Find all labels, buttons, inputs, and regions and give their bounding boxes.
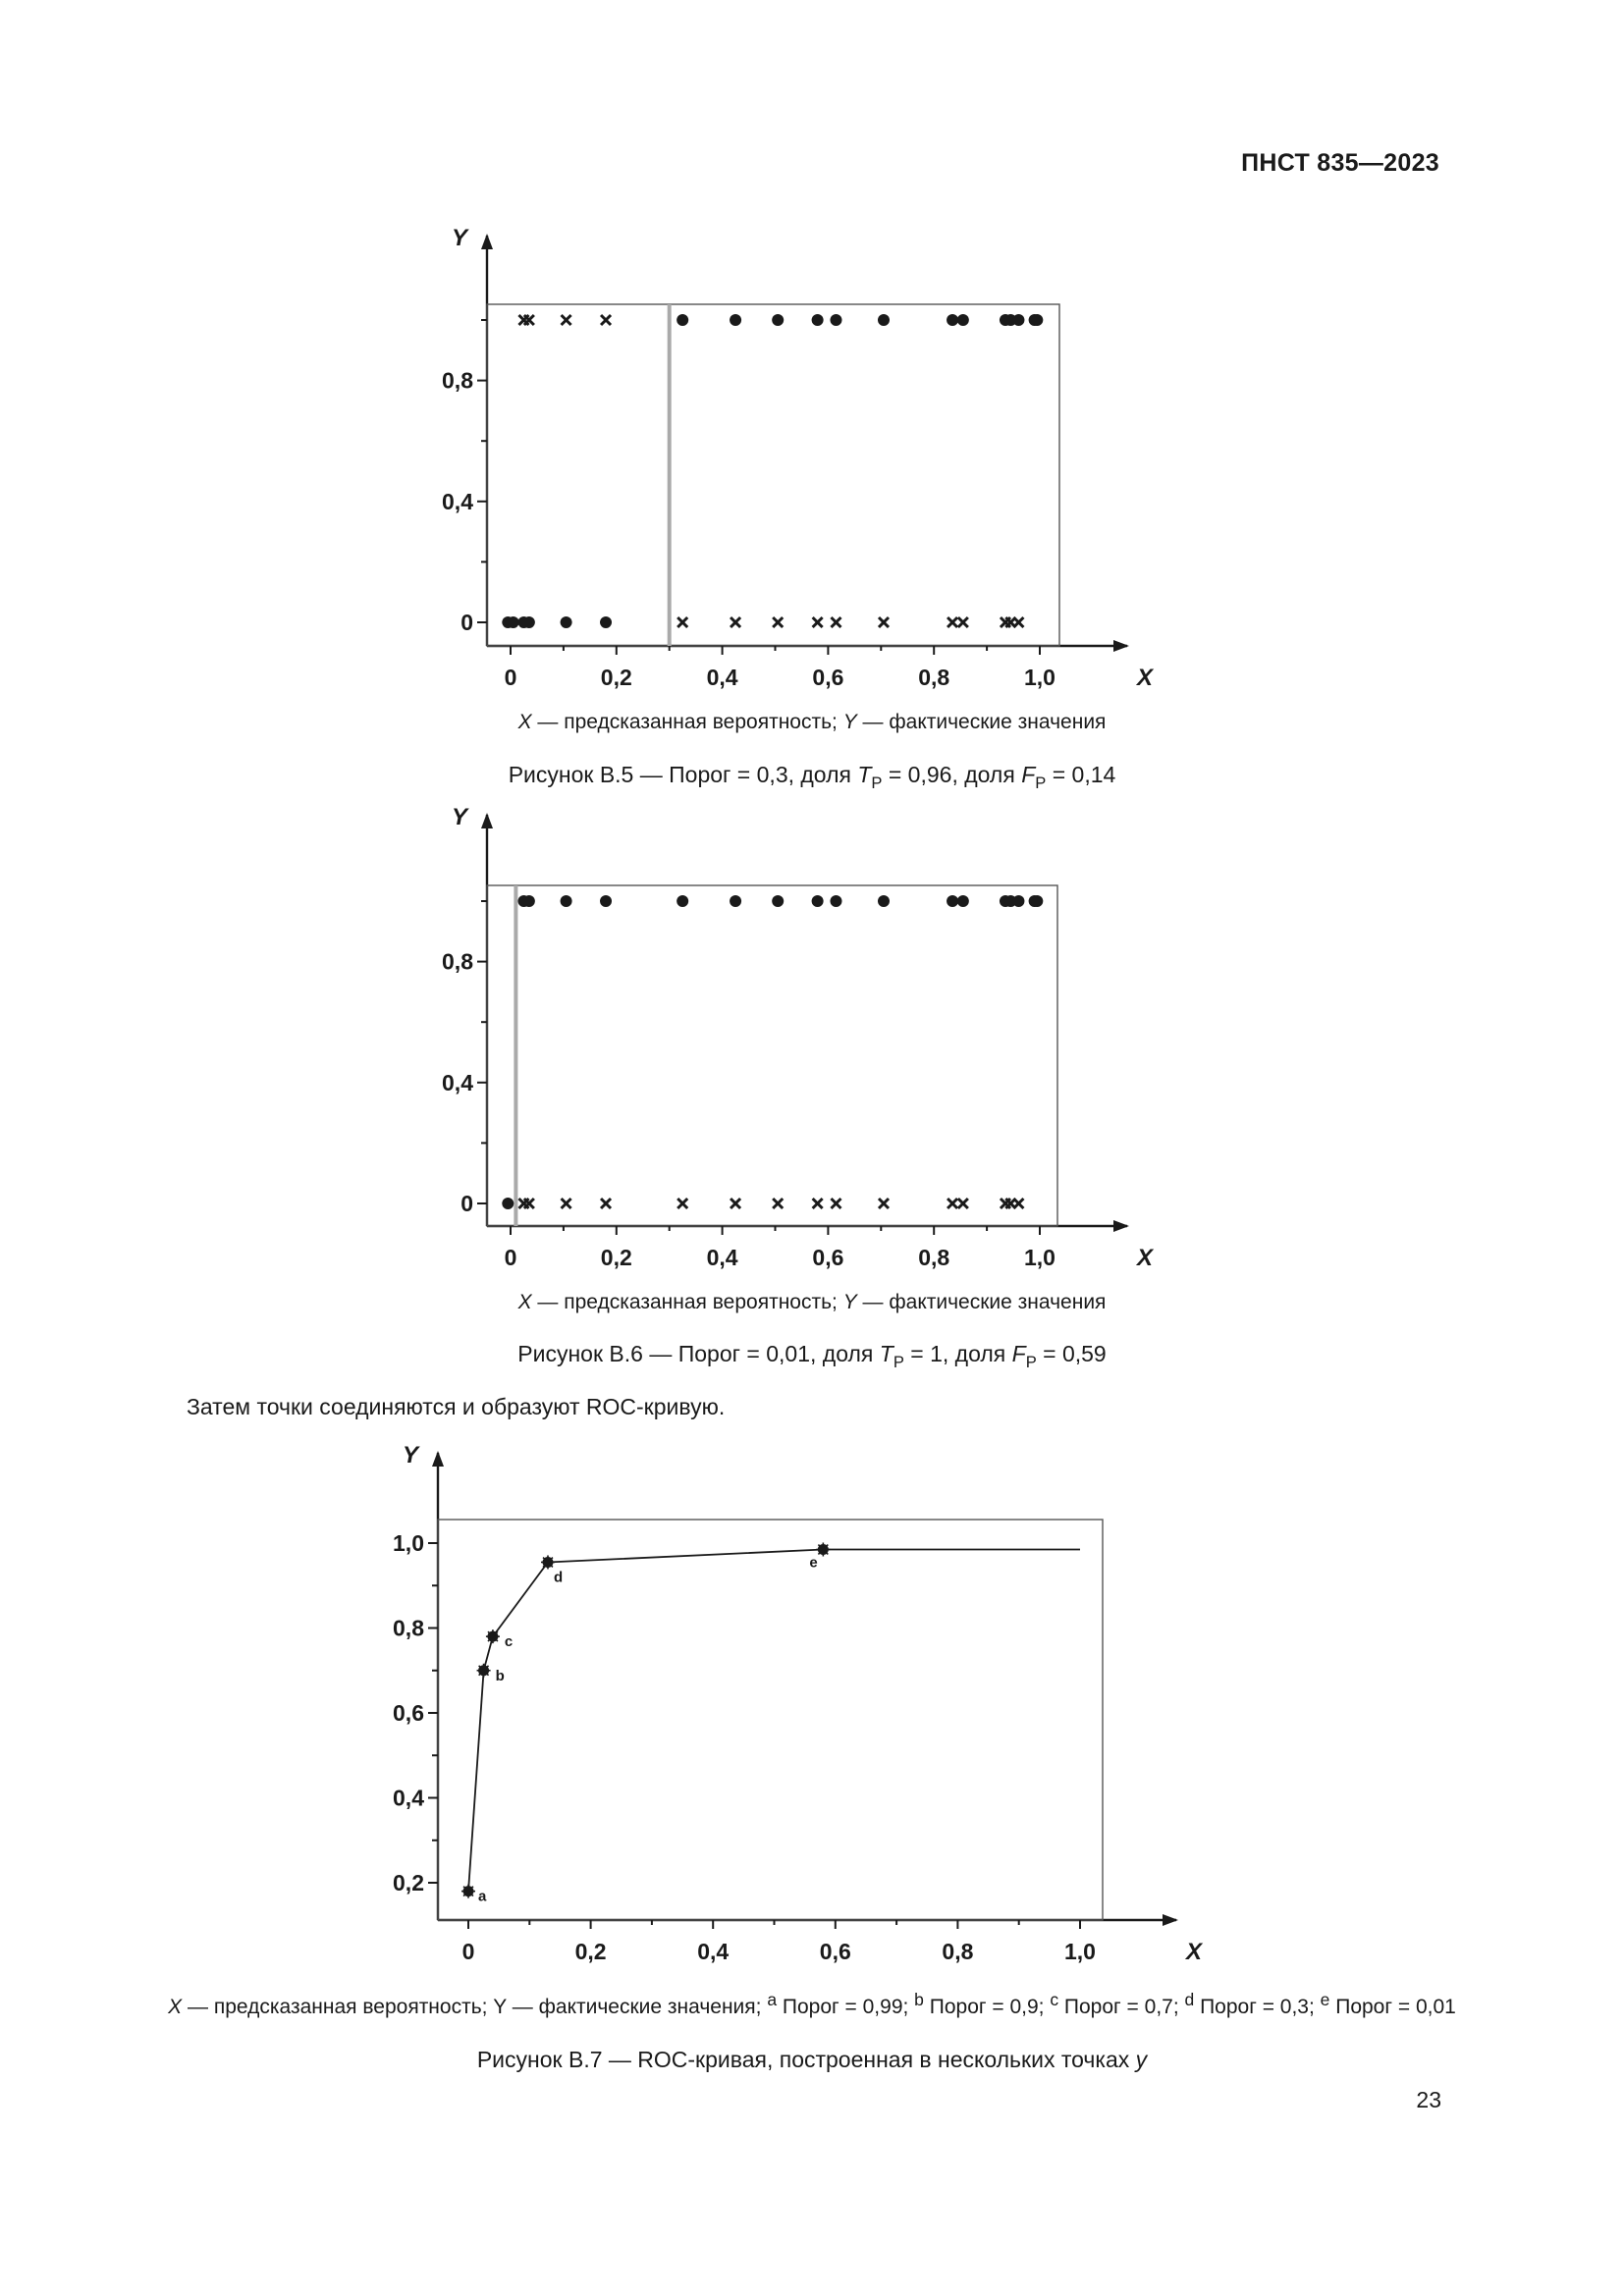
roc-point-label-e: e xyxy=(809,1554,818,1572)
caption-prefix: Рисунок В.7 — ROC-кривая, построенная в нескольких точках xyxy=(476,2047,1136,2072)
note-d-mark: d xyxy=(1184,1990,1195,2009)
note-e-text: Порог = 0,01 xyxy=(1329,1996,1456,2018)
roc-point-d xyxy=(541,1555,555,1569)
fig-b6-x-tick-label: 1,0 xyxy=(1024,1245,1056,1270)
caption-prefix: Рисунок В.5 — Порог = 0,3, доля xyxy=(508,762,858,787)
document-id: ПНСТ 835—2023 xyxy=(1241,149,1439,177)
note-b-mark: b xyxy=(914,1990,924,2009)
roc-point-label-d: d xyxy=(553,1569,564,1586)
caption-tp-sub: P xyxy=(871,773,883,792)
roc-curve-line xyxy=(468,1550,1080,1892)
fig-b5-x-tick-label: 0,2 xyxy=(600,665,632,690)
legend-y-symbol: Y xyxy=(842,1291,857,1313)
caption-fp-value: = 0,59 xyxy=(1036,1341,1107,1366)
note-b-text: Порог = 0,9; xyxy=(923,1996,1051,2018)
caption-prefix: Рисунок В.6 — Порог = 0,01, доля xyxy=(517,1341,880,1366)
fig-b5-x-tick-label: 0,4 xyxy=(706,665,738,690)
fig-b6-y-tick-label: 0,8 xyxy=(442,948,473,975)
note-c-text: Порог = 0,7; xyxy=(1058,1996,1185,2018)
fig-b7-x-tick-label: 0,4 xyxy=(697,1939,730,1964)
fig-b6-y-tick-label: 0 xyxy=(460,1191,473,1216)
fig-b7-y-axis-name: Y xyxy=(402,1442,419,1468)
note-a-mark: a xyxy=(767,1990,778,2009)
note-e-mark: e xyxy=(1320,1990,1330,2009)
fig-b5-x-tick-label: 0,8 xyxy=(918,665,950,690)
fig-b6-x-tick-label: 0,4 xyxy=(706,1245,738,1270)
caption-fp-symbol: F xyxy=(1011,1341,1026,1366)
roc-point-label-b: b xyxy=(495,1667,505,1684)
fig-b5-y-tick-label: 0,4 xyxy=(442,488,473,514)
caption-variable: y xyxy=(1135,2047,1148,2072)
legend-x-symbol: X xyxy=(517,711,532,733)
fig-b5-x-tick-label: 1,0 xyxy=(1024,665,1056,690)
fig-b7-y-tick-label: 0,2 xyxy=(393,1870,424,1896)
fig-b6-y-tick-label: 0,4 xyxy=(442,1069,473,1095)
fig-b6-x-axis-name: X xyxy=(1136,1245,1154,1271)
fig-b7-x-tick-label: 0 xyxy=(461,1939,475,1964)
legend-x-text: — предсказанная вероятность; xyxy=(531,1291,843,1313)
note-c-mark: c xyxy=(1050,1990,1059,2009)
legend-x-symbol: X xyxy=(517,1291,532,1313)
legend-x-text: — предсказанная вероятность; xyxy=(531,711,843,733)
fig-b6-x-tick-label: 0,2 xyxy=(600,1245,632,1270)
fig-b7-x-axis-name: X xyxy=(1185,1939,1203,1965)
figure-b7-legend xyxy=(0,1990,1624,2019)
note-a-text: Порог = 0,99; xyxy=(777,1996,915,2018)
roc-point-e xyxy=(816,1542,830,1556)
legend-x-symbol: X xyxy=(168,1996,183,2018)
legend-x-text: — предсказанная вероятность; Y — фактические значения; xyxy=(182,1996,768,2018)
fig-b6-y-axis-name: Y xyxy=(451,804,468,830)
note-d-text: Порог = 0,3; xyxy=(1194,1996,1321,2018)
fig-b7-y-tick-label: 0,4 xyxy=(393,1785,424,1811)
fig-b5-x-tick-label: 0 xyxy=(504,665,517,690)
legend-y-text: — фактические значения xyxy=(856,1291,1107,1313)
fig-b7-y-tick-label: 0,6 xyxy=(393,1700,424,1726)
fig-b7-x-tick-label: 0,2 xyxy=(574,1939,607,1964)
body-paragraph: Затем точки соединяются и образуют ROC-кривую. xyxy=(187,1394,726,1419)
fig-b7-x-tick-label: 1,0 xyxy=(1064,1939,1096,1964)
legend-y-text: — фактические значения xyxy=(856,711,1107,733)
fig-b7-y-tick-label: 0,8 xyxy=(393,1615,424,1641)
fig-b5-x-axis-name: X xyxy=(1136,665,1154,691)
fig-b7-y-axis-arrow xyxy=(432,1451,444,1467)
fig-b6-x-tick-label: 0,8 xyxy=(918,1245,950,1270)
fig-b7-x-tick-label: 0,6 xyxy=(819,1939,851,1964)
roc-point-label-c: c xyxy=(504,1633,514,1651)
caption-tp-symbol: T xyxy=(879,1341,893,1366)
caption-tp-sub: P xyxy=(893,1352,904,1371)
roc-point-label-a: a xyxy=(478,1888,487,1905)
caption-fp-value: = 0,14 xyxy=(1046,762,1116,787)
roc-point-a xyxy=(461,1885,475,1898)
page-number: 23 xyxy=(1416,2087,1441,2112)
fig-b5-x-tick-label: 0,6 xyxy=(812,665,844,690)
caption-fp-sub: P xyxy=(1035,773,1047,792)
fig-b7-x-axis-arrow xyxy=(1163,1914,1178,1926)
caption-tp-value: = 1, доля xyxy=(903,1341,1012,1366)
fig-b5-y-tick-label: 0,8 xyxy=(442,367,473,394)
fig-b6-x-tick-label: 0,6 xyxy=(812,1245,844,1270)
legend-y-symbol: Y xyxy=(842,711,857,733)
roc-point-c xyxy=(486,1629,500,1643)
roc-point-b xyxy=(477,1664,491,1678)
fig-b7-y-tick-label: 1,0 xyxy=(393,1530,424,1556)
caption-fp-sub: P xyxy=(1025,1352,1037,1371)
caption-fp-symbol: F xyxy=(1021,762,1036,787)
fig-b6-x-tick-label: 0 xyxy=(504,1245,517,1270)
caption-tp-value: = 0,96, доля xyxy=(882,762,1022,787)
fig-b5-y-axis-name: Y xyxy=(451,225,468,251)
fig-b7-x-tick-label: 0,8 xyxy=(942,1939,974,1964)
figure-b7-caption xyxy=(0,2047,1624,2073)
fig-b7-plot-frame xyxy=(438,1520,1103,1920)
caption-tp-symbol: T xyxy=(857,762,872,787)
fig-b5-y-tick-label: 0 xyxy=(460,610,473,635)
